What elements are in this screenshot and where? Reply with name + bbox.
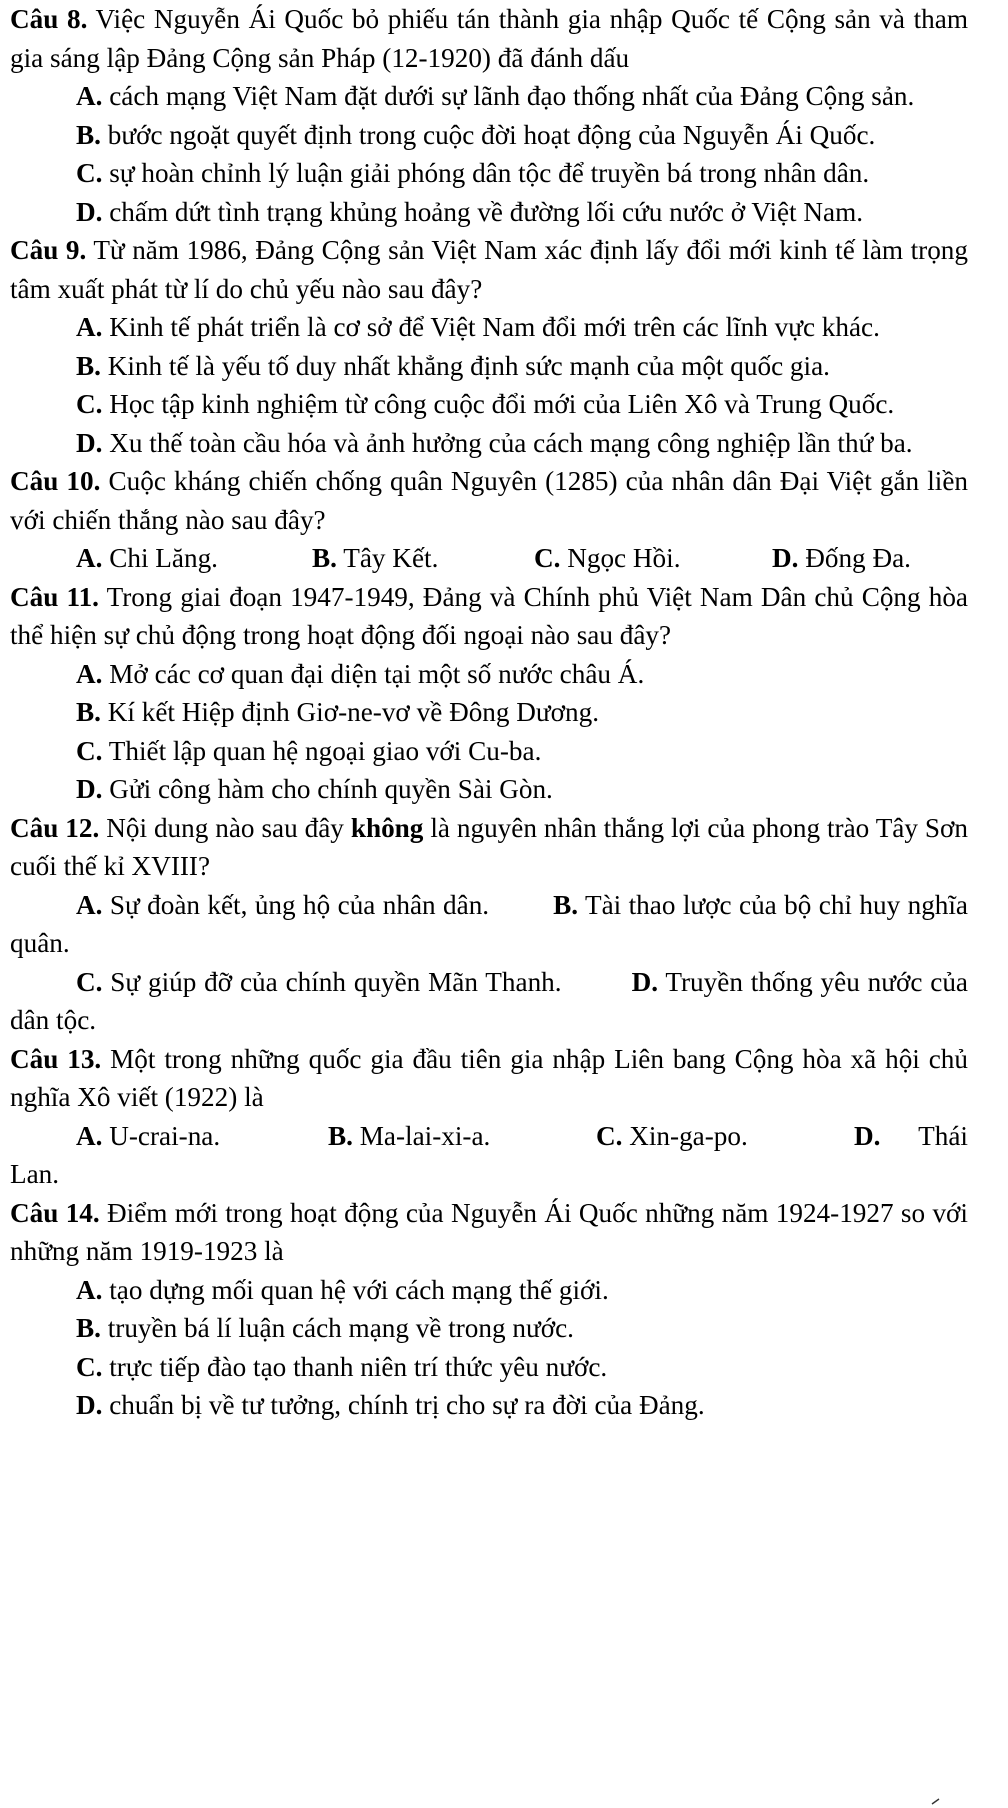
question-8-option-c: C. sự hoàn chỉnh lý luận giải phóng dân tộc để truyền bá trong nhân dân. [76, 158, 870, 188]
question-9-option-b: B. Kinh tế là yếu tố duy nhất khẳng định sức mạnh của một quốc gia. [76, 350, 830, 381]
question-8-option-d: D. chấm dứt tình trạng khủng hoảng về đường lối cứu nước ở Việt Nam. [76, 196, 864, 227]
question-12-option-d: D. Truyền thống yêu nước của dân tộc. [10, 966, 968, 1035]
question-9-stem: Câu 9. Từ năm 1986, Đảng Cộng sản Việt Nam xác định lấy đổi mới kinh tế làm trọng tâm xuất phát từ lí do chủ yếu nào sau đây? [10, 235, 968, 304]
question-11 [10, 578, 968, 809]
question-11-option-d: D. Gửi công hàm cho chính quyền Sài Gòn. [76, 774, 553, 804]
question-12 [10, 809, 968, 1040]
question-10-option-d: D. Đống Đa. [772, 543, 911, 573]
question-11-option-a: A. Mở các cơ quan đại diện tại một số nước châu Á. [76, 658, 645, 689]
question-9-option-c: C. Học tập kinh nghiệm từ công cuộc đổi mới của Liên Xô và Trung Quốc. [76, 389, 895, 419]
question-12-option-a: A. Sự đoàn kết, ủng hộ của nhân dân. [76, 889, 490, 920]
question-10-options [10, 539, 968, 578]
question-14-stem: Câu 14. Điểm mới trong hoạt động của Nguyễn Ái Quốc những năm 1924-1927 so với những năm 1919-1923 là [10, 1197, 968, 1266]
question-10-number: Câu 10. [10, 466, 101, 496]
question-8-stem: Câu 8. Việc Nguyễn Ái Quốc bỏ phiếu tán thành gia nhập Quốc tế Cộng sản và tham gia sáng lập Đảng Cộng sản Pháp (12-1920) đã đánh dấu [10, 4, 968, 73]
question-12-negation: không [350, 812, 424, 843]
question-13-option-d: D. Thái Lan. [10, 1120, 968, 1189]
question-12-options-ab [10, 886, 968, 963]
question-12-number: Câu 12. [10, 812, 100, 843]
question-14-option-b: B. truyền bá lí luận cách mạng về trong nước. [76, 1313, 574, 1343]
question-14-option-c: C. trực tiếp đào tạo thanh niên trí thức yêu nước. [76, 1351, 608, 1382]
question-9-number: Câu 9. [10, 235, 87, 265]
question-12-stem: Câu 12. Nội dung nào sau đây không là nguyên nhân thắng lợi của phong trào Tây Sơn cuối thế kỉ XVIII? [10, 812, 968, 881]
question-10-option-c: C. Ngọc Hồi. [534, 543, 681, 573]
question-13 [10, 1040, 968, 1194]
question-13-options [10, 1117, 968, 1194]
question-8-number: Câu 8. [10, 4, 88, 34]
question-13-option-a: A. U-crai-na. [76, 1120, 221, 1151]
question-14-number: Câu 14. [10, 1197, 100, 1228]
question-13-option-c: C. Xin-ga-po. [596, 1120, 748, 1151]
question-8 [10, 0, 968, 231]
question-14-option-d: D. chuẩn bị về tư tưởng, chính trị cho sự ra đời của Đảng. [76, 1390, 705, 1420]
question-10-option-b: B. Tây Kết. [312, 543, 439, 573]
question-11-option-b: B. Kí kết Hiệp định Giơ-ne-vơ về Đông Dương. [76, 697, 600, 727]
question-11-number: Câu 11. [10, 581, 99, 612]
question-11-stem: Câu 11. Trong giai đoạn 1947-1949, Đảng và Chính phủ Việt Nam Dân chủ Cộng hòa thể hiện sự chủ động trong hoạt động đối ngoại nào sau đây? [10, 581, 968, 650]
question-9 [10, 231, 968, 462]
question-14-option-a: A. tạo dựng mối quan hệ với cách mạng thế giới. [76, 1274, 609, 1305]
question-13-stem: Câu 13. Một trong những quốc gia đầu tiên gia nhập Liên bang Cộng hòa xã hội chủ nghĩa Xô viết (1922) là [10, 1043, 968, 1112]
question-10 [10, 462, 968, 578]
question-9-option-a: A. Kinh tế phát triển là cơ sở để Việt Nam đổi mới trên các lĩnh vực khác. [76, 312, 880, 342]
question-14 [10, 1194, 968, 1425]
question-12-options-cd [10, 963, 968, 1040]
question-12-option-c: C. Sự giúp đỡ của chính quyền Mãn Thanh. [76, 966, 562, 997]
question-10-stem: Câu 10. Cuộc kháng chiến chống quân Nguyên (1285) của nhân dân Đại Việt gắn liền với chiến thắng nào sau đây? [10, 466, 968, 535]
question-13-option-b: B. Ma-lai-xi-a. [328, 1120, 491, 1151]
question-13-number: Câu 13. [10, 1043, 102, 1074]
question-10-option-a: A. Chi Lăng. [76, 543, 218, 573]
question-8-option-a: A. cách mạng Việt Nam đặt dưới sự lãnh đạo thống nhất của Đảng Cộng sản. [76, 81, 915, 111]
question-8-option-b: B. bước ngoặt quyết định trong cuộc đời hoạt động của Nguyễn Ái Quốc. [76, 119, 876, 150]
question-11-option-c: C. Thiết lập quan hệ ngoại giao với Cu-ba. [76, 735, 542, 766]
stray-mark-icon [930, 1796, 948, 1806]
question-9-option-d: D. Xu thế toàn cầu hóa và ảnh hưởng của cách mạng công nghiệp lần thứ ba. [76, 427, 913, 458]
question-12-option-b: B. Tài thao lược của bộ chỉ huy nghĩa quân. [10, 889, 968, 958]
